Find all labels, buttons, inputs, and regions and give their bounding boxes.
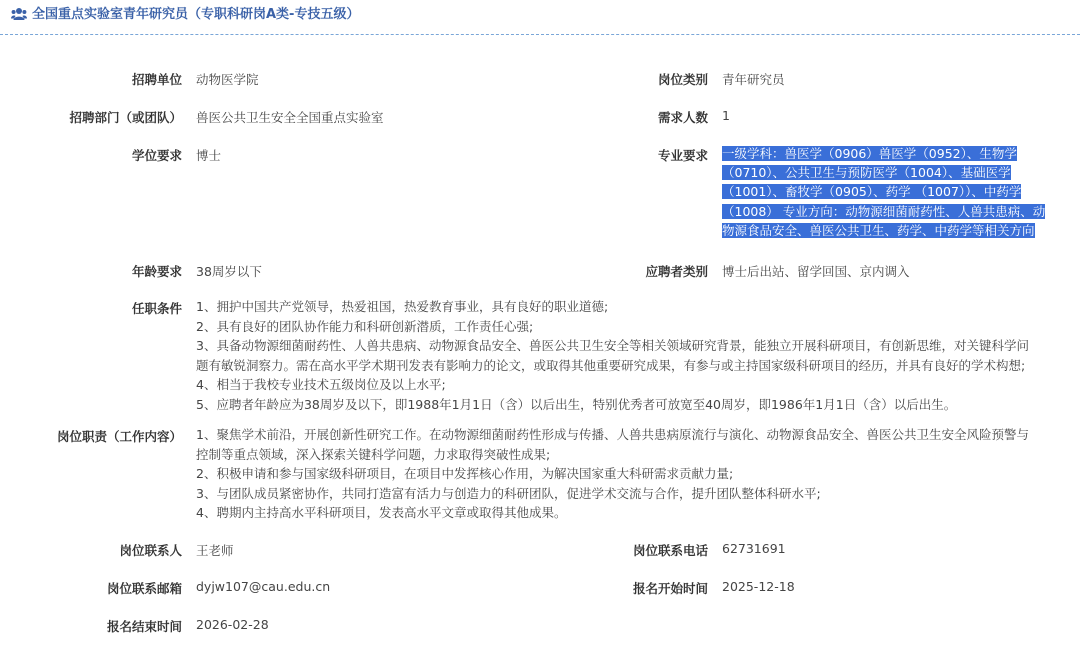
conditions-list	[196, 297, 1066, 414]
duties-item: 4、聘期内主持高水平科研项目，发表高水平文章或取得其他成果。	[196, 505, 567, 520]
age-value: 38周岁以下	[196, 264, 262, 279]
duties-item: 控制等重点领域，深入探索关键科学问题，力求取得突破性成果;	[196, 446, 551, 462]
header-divider	[0, 34, 1080, 35]
applicant-value: 博士后出站、留学回国、京内调入	[722, 264, 910, 279]
start-date-value: 2025-12-18	[722, 579, 795, 594]
applicant-label: 应聘者类别	[645, 264, 708, 279]
contact-value: 王老师	[196, 543, 234, 558]
people-icon	[11, 6, 27, 20]
end-date-label: 报名结束时间	[106, 619, 182, 634]
email-value[interactable]: dyjw107@cau.edu.cn	[196, 579, 331, 594]
major-line: 一级学科：兽医学（0906）兽医学（0952）、生物学	[722, 146, 1017, 161]
category-label: 岗位类别	[657, 72, 708, 87]
phone-value: 62731691	[722, 541, 786, 556]
major-line: （1001）、畜牧学（0905）、药学 （1007））、中药学	[722, 184, 1022, 200]
phone-label: 岗位联系电话	[632, 543, 708, 558]
unit-label: 招聘单位	[131, 72, 182, 87]
contact-label: 岗位联系人	[119, 543, 182, 558]
conditions-item: 2、具有良好的团队协作能力和科研创新潜质，工作责任心强;	[196, 318, 534, 334]
major-line: 物源食品安全、兽医公共卫生、药学、中药学等相关方向	[722, 222, 1035, 238]
conditions-label: 任职条件	[131, 301, 182, 316]
major-value-selected[interactable]	[722, 144, 1058, 240]
degree-label: 学位要求	[131, 148, 182, 163]
duties-item: 2、积极申请和参与国家级科研项目，在项目中发挥核心作用，为解决国家重大科研需求贡献力量;	[196, 466, 734, 481]
end-date-value: 2026-02-28	[196, 617, 269, 632]
conditions-item: 题有敏锐洞察力。需在高水平学术期刊发表有影响力的论文，或取得其他重要研究成果，有参与或主持国家级科研项目的经历，并具有良好的学术构想;	[196, 357, 1026, 373]
unit-value: 动物医学院	[196, 72, 259, 87]
age-label: 年龄要求	[131, 264, 182, 279]
section-header	[0, 0, 1080, 34]
section-title: 全国重点实验室青年研究员（专职科研岗A类-专技五级）	[32, 7, 360, 22]
dept-value: 兽医公共卫生安全全国重点实验室	[196, 110, 384, 125]
conditions-item: 3、具备动物源细菌耐药性、人兽共患病、动物源食品安全、兽医公共卫生安全等相关领域研究背景，能独立开展科研项目，有创新思维，对关键科学问	[196, 338, 1029, 353]
degree-value: 博士	[196, 148, 222, 163]
duties-item: 3、与团队成员紧密协作，共同打造富有活力与创造力的科研团队，促进学术交流与合作，提升团队整体科研水平;	[196, 485, 821, 501]
email-label: 岗位联系邮箱	[106, 581, 182, 596]
conditions-item: 1、拥护中国共产党领导，热爱祖国，热爱教育事业，具有良好的职业道德;	[196, 299, 609, 314]
conditions-item: 5、应聘者年龄应为38周岁及以下，即1988年1月1日（含）以后出生，特别优秀者可放宽至40周岁，即1986年1月1日（含）以后出生。	[196, 396, 957, 412]
count-label: 需求人数	[657, 110, 708, 125]
major-label: 专业要求	[657, 148, 708, 163]
duties-label: 岗位职责（工作内容）	[56, 429, 182, 444]
major-line: （1008） 专业方向：动物源细菌耐药性、人兽共患病、动	[722, 203, 1046, 219]
count-value: 1	[722, 108, 730, 123]
conditions-item: 4、相当于我校专业技术五级岗位及以上水平;	[196, 377, 446, 392]
category-value: 青年研究员	[722, 72, 785, 87]
duties-list	[196, 425, 1066, 523]
start-date-label: 报名开始时间	[632, 581, 708, 596]
duties-item: 1、聚焦学术前沿，开展创新性研究工作。在动物源细菌耐药性形成与传播、人兽共患病原流行与演化、动物源食品安全、兽医公共卫生安全风险预警与	[196, 427, 1029, 442]
major-line: （0710）、公共卫生与预防医学（1004）、基础医学	[722, 165, 1011, 181]
dept-label: 招聘部门（或团队）	[69, 110, 182, 125]
